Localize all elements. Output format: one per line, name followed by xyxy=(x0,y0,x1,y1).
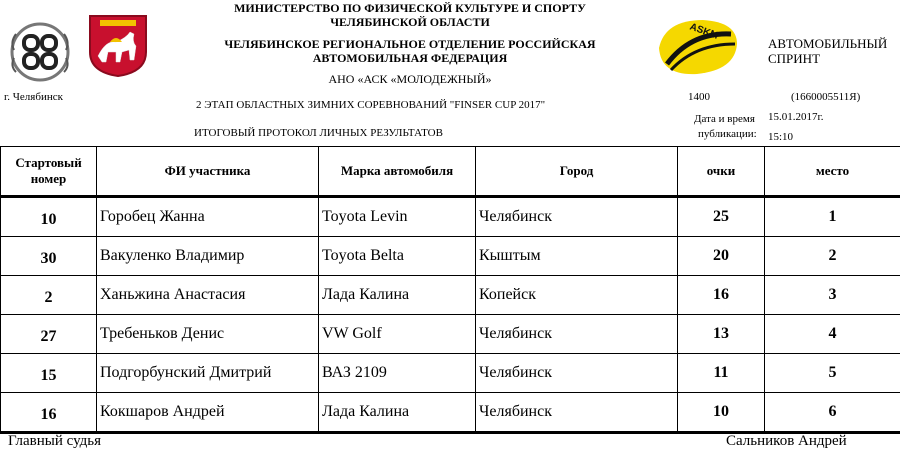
participant-name: Вакуленко Владимир xyxy=(97,237,319,276)
column-header-start: Стартовый номер xyxy=(1,147,97,197)
place: 4 xyxy=(765,315,900,354)
federation-title-line1: ЧЕЛЯБИНСКОЕ РЕГИОНАЛЬНОЕ ОТДЕЛЕНИЕ РОССИЙСКАЯ xyxy=(224,37,596,51)
table-header-row xyxy=(1,147,900,197)
column-header-car: Марка автомобиля xyxy=(319,147,476,197)
event-title: 2 ЭТАП ОБЛАСТНЫХ ЗИМНИХ СОРЕВНОВАНИЙ "FINSER CUP 2017" xyxy=(196,99,546,111)
start-number: 10 xyxy=(1,197,97,237)
start-number: 2 xyxy=(1,276,97,315)
table-row xyxy=(1,237,900,276)
car-make: Toyota Levin xyxy=(319,197,476,237)
start-number: 30 xyxy=(1,237,97,276)
federation-title-line2: АВТОМОБИЛЬНАЯ ФЕДЕРАЦИЯ xyxy=(312,51,508,65)
publication-date-label: Дата и время xyxy=(694,113,755,125)
start-number: 27 xyxy=(1,315,97,354)
start-number: 15 xyxy=(1,354,97,393)
participant-city: Челябинск xyxy=(476,393,678,433)
publication-date: 15.01.2017г. xyxy=(768,111,824,123)
publication-time-label: публикации: xyxy=(698,128,757,140)
participant-city: Челябинск xyxy=(476,315,678,354)
participant-city: Копейск xyxy=(476,276,678,315)
column-header-place: место xyxy=(765,147,900,197)
car-make: Toyota Belta xyxy=(319,237,476,276)
points: 13 xyxy=(678,315,765,354)
points: 16 xyxy=(678,276,765,315)
ministry-title-line2: ЧЕЛЯБИНСКОЙ ОБЛАСТИ xyxy=(330,15,490,29)
ministry-title-line1: МИНИСТЕРСТВО ПО ФИЗИЧЕСКОЙ КУЛЬТУРЕ И СПОРТУ xyxy=(234,1,586,15)
table-row xyxy=(1,276,900,315)
points: 10 xyxy=(678,393,765,433)
event-registration-code: (1660005511Я) xyxy=(791,91,861,103)
points: 20 xyxy=(678,237,765,276)
points: 11 xyxy=(678,354,765,393)
ask-logo-icon xyxy=(651,14,745,84)
protocol-title: ИТОГОВЫЙ ПРОТОКОЛ ЛИЧНЫХ РЕЗУЛЬТАТОВ xyxy=(194,127,443,139)
participant-city: Челябинск xyxy=(476,354,678,393)
place: 1 xyxy=(765,197,900,237)
column-header-city: Город xyxy=(476,147,678,197)
participant-name: Подгорбунский Дмитрий xyxy=(97,354,319,393)
event-code: 1400 xyxy=(688,91,710,103)
place: 6 xyxy=(765,393,900,433)
column-header-name: ФИ участника xyxy=(97,147,319,197)
place: 2 xyxy=(765,237,900,276)
car-make: ВАЗ 2109 xyxy=(319,354,476,393)
participant-city: Челябинск xyxy=(476,197,678,237)
results-table xyxy=(0,146,900,434)
federation-title xyxy=(160,37,660,65)
participant-name: Горобец Жанна xyxy=(97,197,319,237)
participant-name: Кокшаров Андрей xyxy=(97,393,319,433)
ministry-title xyxy=(160,1,660,29)
discipline-line2: СПРИНТ xyxy=(768,51,821,66)
participant-city: Кыштым xyxy=(476,237,678,276)
participant-name: Требеньков Денис xyxy=(97,315,319,354)
place: 5 xyxy=(765,354,900,393)
car-make: Лада Калина xyxy=(319,393,476,433)
city-label: г. Челябинск xyxy=(4,91,63,103)
car-make: VW Golf xyxy=(319,315,476,354)
table-row xyxy=(1,315,900,354)
ask-logo-text: ASKM xyxy=(688,21,720,42)
discipline-line1: АВТОМОБИЛЬНЫЙ xyxy=(768,36,888,51)
chelyabinsk-crest-icon xyxy=(86,12,150,78)
chief-judge-label: Главный судья xyxy=(8,433,102,449)
club-name: АНО «АСК «МОЛОДЕЖНЫЙ» xyxy=(328,72,492,86)
start-number: 16 xyxy=(1,393,97,433)
publication-time: 15:10 xyxy=(768,131,794,143)
points: 25 xyxy=(678,197,765,237)
ministry-logo-icon xyxy=(8,20,72,84)
discipline xyxy=(768,36,887,66)
chief-judge-name: Сальников Андрей xyxy=(726,433,847,449)
column-header-points: очки xyxy=(678,147,765,197)
participant-name: Ханьжина Анастасия xyxy=(97,276,319,315)
place: 3 xyxy=(765,276,900,315)
table-row xyxy=(1,393,900,433)
table-row xyxy=(1,197,900,237)
table-row xyxy=(1,354,900,393)
car-make: Лада Калина xyxy=(319,276,476,315)
